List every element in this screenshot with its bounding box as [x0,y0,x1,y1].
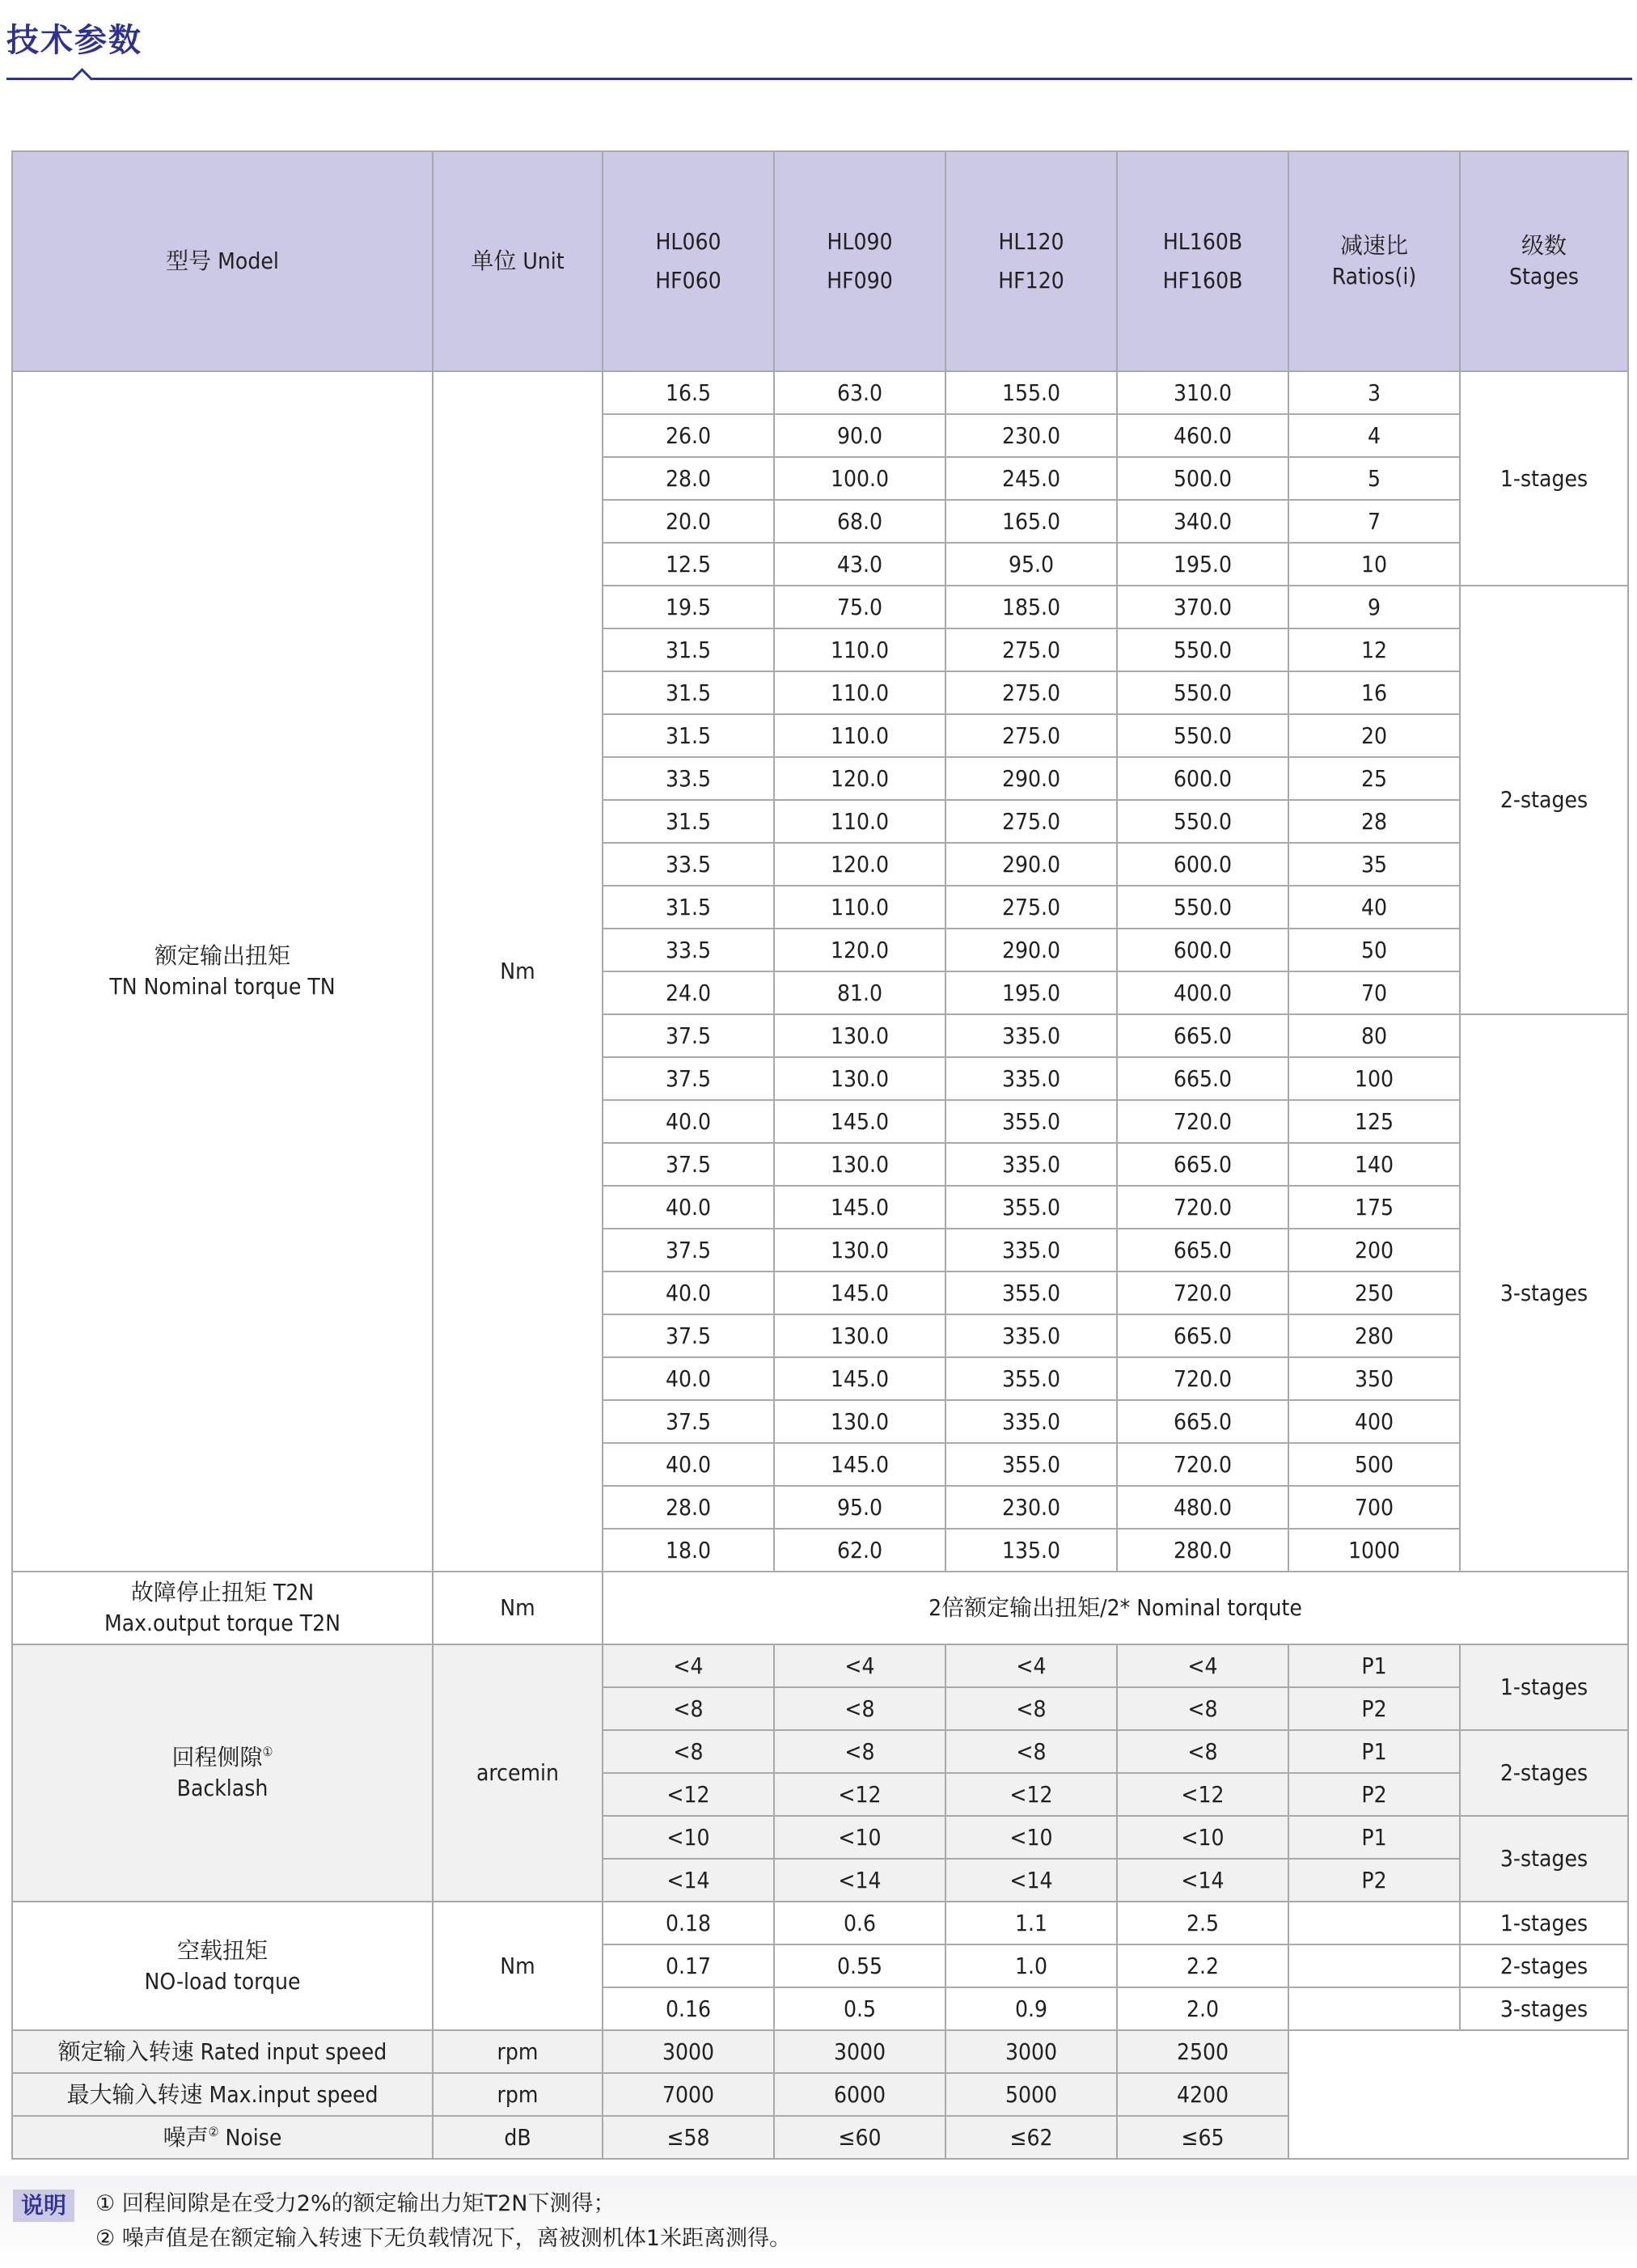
nominal-torque-unit: Nm [433,371,603,1572]
max-output-label-en: Max.output torque T2N [104,1610,341,1636]
backlash-cell: <4 [945,1644,1117,1687]
torque-cell: 130.0 [774,1314,945,1357]
max-speed-cell: 5000 [945,2073,1117,2116]
max-speed-unit: rpm [433,2073,603,2116]
header-model-0-line-1: HL060 [655,228,721,255]
nominal-torque-label [12,371,433,1572]
torque-cell: 100.0 [774,457,945,500]
footnote-2-marker: ② [208,2123,219,2139]
torque-cell: 340.0 [1117,500,1288,543]
torque-cell: 185.0 [945,586,1117,628]
torque-cell: 355.0 [945,1357,1117,1400]
torque-cell: 18.0 [603,1529,774,1572]
torque-cell: 40.0 [603,1443,774,1486]
table-row [12,1572,1628,1644]
torque-cell: 275.0 [945,714,1117,757]
noload-cell: 1.0 [945,1944,1117,1987]
rated-speed-cell: 3000 [603,2030,774,2073]
ratio-cell: 175 [1288,1186,1460,1229]
torque-cell: 20.0 [603,500,774,543]
torque-cell: 28.0 [603,1486,774,1529]
backlash-stage-label: 1-stages [1460,1644,1628,1730]
ratio-cell: 70 [1288,971,1460,1014]
torque-cell: 110.0 [774,714,945,757]
ratio-cell: 20 [1288,714,1460,757]
backlash-cell: <4 [1117,1644,1288,1687]
torque-cell: 665.0 [1117,1400,1288,1443]
ratio-cell: 350 [1288,1357,1460,1400]
torque-cell: 165.0 [945,500,1117,543]
torque-cell: 28.0 [603,457,774,500]
backlash-cell: <12 [603,1773,774,1816]
torque-cell: 370.0 [1117,586,1288,628]
backlash-cell: <12 [1117,1773,1288,1816]
backlash-precision-cell: P2 [1288,1773,1460,1816]
backlash-cell: <14 [945,1859,1117,1902]
backlash-cell: <8 [774,1730,945,1773]
backlash-precision-cell: P1 [1288,1730,1460,1773]
rated-speed-unit: rpm [433,2030,603,2073]
torque-cell: 310.0 [1117,371,1288,414]
backlash-label-en: Backlash [176,1775,269,1801]
backlash-cell: <8 [603,1687,774,1730]
backlash-label-cn: 回程侧隙 [171,1744,263,1771]
backlash-cell: <12 [945,1773,1117,1816]
backlash-cell: <14 [1117,1859,1288,1902]
noload-blank [1288,1902,1460,1944]
noise-cell: ≤58 [603,2116,774,2159]
torque-cell: 600.0 [1117,929,1288,971]
backlash-unit: arcemin [433,1644,603,1902]
torque-cell: 135.0 [945,1529,1117,1572]
torque-cell: 665.0 [1117,1014,1288,1057]
ratio-cell: 500 [1288,1443,1460,1486]
table-row [12,2030,1628,2073]
torque-cell: 33.5 [603,929,774,971]
torque-cell: 600.0 [1117,757,1288,800]
torque-cell: 31.5 [603,800,774,843]
rated-speed-cell: 3000 [945,2030,1117,2073]
torque-cell: 90.0 [774,414,945,457]
header-model-2 [945,151,1117,371]
noise-unit: dB [433,2116,603,2159]
header-model-1 [774,151,945,371]
torque-cell: 110.0 [774,886,945,929]
torque-cell: 290.0 [945,843,1117,886]
ratio-cell: 25 [1288,757,1460,800]
title-notch [71,68,93,90]
torque-cell: 62.0 [774,1529,945,1572]
ratio-cell: 28 [1288,800,1460,843]
torque-cell: 275.0 [945,800,1117,843]
backlash-cell: <4 [603,1644,774,1687]
max-speed-cell: 7000 [603,2073,774,2116]
noload-cell: 2.0 [1117,1987,1288,2030]
noise-cell: ≤65 [1117,2116,1288,2159]
torque-cell: 95.0 [774,1486,945,1529]
torque-cell: 33.5 [603,757,774,800]
torque-cell: 31.5 [603,886,774,929]
backlash-cell: <8 [774,1687,945,1730]
backlash-cell: <10 [945,1816,1117,1859]
torque-cell: 550.0 [1117,886,1288,929]
noload-label-en: NO-load torque [144,1967,301,1995]
torque-cell: 480.0 [1117,1486,1288,1529]
noload-cell: 0.5 [774,1987,945,2030]
torque-cell: 400.0 [1117,971,1288,1014]
torque-cell: 68.0 [774,500,945,543]
noload-cell: 0.18 [603,1902,774,1944]
torque-cell: 40.0 [603,1272,774,1314]
noload-stage-label: 1-stages [1460,1902,1628,1944]
torque-cell: 40.0 [603,1357,774,1400]
torque-cell: 37.5 [603,1143,774,1186]
backlash-cell: <10 [1117,1816,1288,1859]
torque-cell: 31.5 [603,714,774,757]
ratio-cell: 125 [1288,1100,1460,1143]
torque-cell: 550.0 [1117,671,1288,714]
torque-cell: 275.0 [945,628,1117,671]
torque-cell: 335.0 [945,1014,1117,1057]
torque-cell: 110.0 [774,800,945,843]
torque-cell: 37.5 [603,1014,774,1057]
backlash-cell: <8 [945,1730,1117,1773]
torque-cell: 335.0 [945,1057,1117,1100]
torque-cell: 720.0 [1117,1100,1288,1143]
backlash-stage-label: 3-stages [1460,1816,1628,1902]
torque-cell: 130.0 [774,1400,945,1443]
torque-cell: 335.0 [945,1143,1117,1186]
ratio-cell: 50 [1288,929,1460,971]
table-row [12,151,1628,371]
torque-cell: 335.0 [945,1400,1117,1443]
torque-cell: 230.0 [945,1486,1117,1529]
noise-label [12,2116,433,2159]
torque-cell: 40.0 [603,1186,774,1229]
torque-cell: 550.0 [1117,714,1288,757]
header-model-3-line-2: HF160B [1162,267,1243,294]
header-ratios [1288,151,1460,371]
torque-cell: 37.5 [603,1057,774,1100]
header-stages [1460,151,1628,371]
torque-cell: 37.5 [603,1314,774,1357]
ratio-cell: 80 [1288,1014,1460,1057]
torque-cell: 26.0 [603,414,774,457]
title-rule [6,78,1632,80]
noload-blank [1288,1944,1460,1987]
noise-label-en: Noise [218,2123,282,2151]
backlash-cell: <4 [774,1644,945,1687]
nominal-torque-label-en: TN Nominal torque TN [109,973,336,1000]
torque-cell: 665.0 [1117,1057,1288,1100]
torque-cell: 24.0 [603,971,774,1014]
ratio-cell: 250 [1288,1272,1460,1314]
torque-cell: 145.0 [774,1186,945,1229]
header-model-3-line-1: HL160B [1162,228,1243,255]
header-ratios-cn: 减速比 [1339,232,1408,259]
torque-cell: 720.0 [1117,1186,1288,1229]
footnote-1-marker: ① [262,1744,273,1759]
max-speed-cell: 4200 [1117,2073,1288,2116]
torque-cell: 120.0 [774,757,945,800]
torque-cell: 81.0 [774,971,945,1014]
notes-tag: 说明 [13,2190,74,2222]
backlash-cell: <12 [774,1773,945,1816]
torque-cell: 31.5 [603,628,774,671]
ratio-cell: 400 [1288,1400,1460,1443]
ratio-cell: 5 [1288,457,1460,500]
torque-cell: 500.0 [1117,457,1288,500]
header-stages-cn: 级数 [1521,232,1567,259]
stage-label: 3-stages [1460,1014,1628,1572]
noload-blank [1288,1987,1460,2030]
max-output-unit: Nm [433,1572,603,1644]
torque-cell: 275.0 [945,886,1117,929]
ratio-cell: 280 [1288,1314,1460,1357]
noload-stage-label: 3-stages [1460,1987,1628,2030]
torque-cell: 110.0 [774,628,945,671]
torque-cell: 720.0 [1117,1443,1288,1486]
noload-cell: 0.6 [774,1902,945,1944]
torque-cell: 550.0 [1117,800,1288,843]
max-output-value: 2倍额定输出扭矩/2* Nominal torqute [603,1572,1628,1644]
backlash-precision-cell: P1 [1288,1644,1460,1687]
note-line-2: ② 噪声值是在额定输入转速下无负载情况下，离被测机体1米距离测得。 [95,2226,791,2251]
torque-cell: 130.0 [774,1014,945,1057]
torque-cell: 19.5 [603,586,774,628]
noise-cell: ≤62 [945,2116,1117,2159]
backlash-cell: <14 [774,1859,945,1902]
ratio-cell: 3 [1288,371,1460,414]
torque-cell: 31.5 [603,671,774,714]
torque-cell: 130.0 [774,1143,945,1186]
torque-cell: 290.0 [945,757,1117,800]
torque-cell: 355.0 [945,1100,1117,1143]
torque-cell: 130.0 [774,1057,945,1100]
header-unit: 单位 Unit [433,151,603,371]
torque-cell: 120.0 [774,929,945,971]
stage-label: 1-stages [1460,371,1628,586]
torque-cell: 355.0 [945,1443,1117,1486]
max-output-label [12,1572,433,1644]
torque-cell: 280.0 [1117,1529,1288,1572]
backlash-cell: <8 [945,1687,1117,1730]
backlash-stage-label: 2-stages [1460,1730,1628,1816]
torque-cell: 665.0 [1117,1229,1288,1272]
ratio-cell: 140 [1288,1143,1460,1186]
noload-unit: Nm [433,1902,603,2030]
ratio-cell: 35 [1288,843,1460,886]
torque-cell: 110.0 [774,671,945,714]
stage-label: 2-stages [1460,586,1628,1014]
rated-speed-cell: 3000 [774,2030,945,2073]
ratio-cell: 100 [1288,1057,1460,1100]
backlash-cell: <8 [1117,1687,1288,1730]
noload-label-cn: 空载扭矩 [176,1936,268,1964]
torque-cell: 290.0 [945,929,1117,971]
header-model-1-line-1: HL090 [827,228,893,255]
torque-cell: 275.0 [945,671,1117,714]
torque-cell: 355.0 [945,1186,1117,1229]
backlash-cell: <8 [1117,1730,1288,1773]
noload-cell: 0.55 [774,1944,945,1987]
speed-blank [1288,2030,1628,2159]
table-row [12,1644,1628,1687]
table-row [12,1902,1628,1944]
torque-cell: 245.0 [945,457,1117,500]
torque-cell: 40.0 [603,1100,774,1143]
header-model-2-line-1: HL120 [998,228,1064,255]
ratio-cell: 16 [1288,671,1460,714]
ratio-cell: 700 [1288,1486,1460,1529]
torque-cell: 43.0 [774,543,945,586]
rated-speed-cell: 2500 [1117,2030,1288,2073]
torque-cell: 75.0 [774,586,945,628]
nominal-torque-label-cn: 额定输出扭矩 [154,942,290,969]
header-ratios-en: Ratios(i) [1331,263,1417,290]
torque-cell: 95.0 [945,543,1117,586]
torque-cell: 665.0 [1117,1314,1288,1357]
noise-cell: ≤60 [774,2116,945,2159]
torque-cell: 460.0 [1117,414,1288,457]
backlash-precision-cell: P2 [1288,1687,1460,1730]
torque-cell: 12.5 [603,543,774,586]
ratio-cell: 4 [1288,414,1460,457]
torque-cell: 63.0 [774,371,945,414]
torque-cell: 33.5 [603,843,774,886]
torque-cell: 16.5 [603,371,774,414]
backlash-cell: <14 [603,1859,774,1902]
header-model-2-line-2: HF120 [998,267,1064,294]
header-model: 型号 Model [12,151,433,371]
torque-cell: 720.0 [1117,1357,1288,1400]
noload-cell: 2.2 [1117,1944,1288,1987]
header-model-3 [1117,151,1288,371]
backlash-cell: <8 [603,1730,774,1773]
ratio-cell: 40 [1288,886,1460,929]
noload-cell: 0.9 [945,1987,1117,2030]
noload-stage-label: 2-stages [1460,1944,1628,1987]
note-line-1: ① 回程间隙是在受力2%的额定输出力矩T2N下测得； [95,2191,615,2216]
header-model-0 [603,151,774,371]
page-title: 技术参数 [6,22,142,59]
torque-cell: 550.0 [1117,628,1288,671]
ratio-cell: 12 [1288,628,1460,671]
noload-cell: 2.5 [1117,1902,1288,1944]
torque-cell: 230.0 [945,414,1117,457]
torque-cell: 37.5 [603,1229,774,1272]
torque-cell: 145.0 [774,1272,945,1314]
noload-cell: 1.1 [945,1902,1117,1944]
backlash-cell: <10 [774,1816,945,1859]
backlash-cell: <10 [603,1816,774,1859]
header-model-1-line-2: HF090 [827,267,893,294]
torque-cell: 120.0 [774,843,945,886]
noload-cell: 0.16 [603,1987,774,2030]
header-model-0-line-2: HF060 [655,267,721,294]
backlash-label [12,1644,433,1902]
ratio-cell: 7 [1288,500,1460,543]
torque-cell: 145.0 [774,1357,945,1400]
torque-cell: 195.0 [1117,543,1288,586]
torque-cell: 355.0 [945,1272,1117,1314]
torque-cell: 155.0 [945,371,1117,414]
torque-cell: 130.0 [774,1229,945,1272]
max-speed-cell: 6000 [774,2073,945,2116]
header-stages-en: Stages [1509,263,1579,290]
torque-cell: 195.0 [945,971,1117,1014]
backlash-precision-cell: P1 [1288,1816,1460,1859]
torque-cell: 665.0 [1117,1143,1288,1186]
torque-cell: 145.0 [774,1100,945,1143]
backlash-precision-cell: P2 [1288,1859,1460,1902]
max-speed-label: 最大输入转速 Max.input speed [12,2073,433,2116]
ratio-cell: 9 [1288,586,1460,628]
torque-cell: 145.0 [774,1443,945,1486]
ratio-cell: 10 [1288,543,1460,586]
ratio-cell: 1000 [1288,1529,1460,1572]
torque-cell: 600.0 [1117,843,1288,886]
noload-label [12,1902,433,2030]
table-row [12,371,1628,414]
max-output-label-cn: 故障停止扭矩 T2N [130,1579,315,1606]
torque-cell: 37.5 [603,1400,774,1443]
torque-cell: 720.0 [1117,1272,1288,1314]
ratio-cell: 200 [1288,1229,1460,1272]
torque-cell: 335.0 [945,1314,1117,1357]
spec-table [11,150,1629,2160]
rated-speed-label: 额定输入转速 Rated input speed [12,2030,433,2073]
torque-cell: 335.0 [945,1229,1117,1272]
noise-label-cn: 噪声 [163,2123,209,2151]
noload-cell: 0.17 [603,1944,774,1987]
